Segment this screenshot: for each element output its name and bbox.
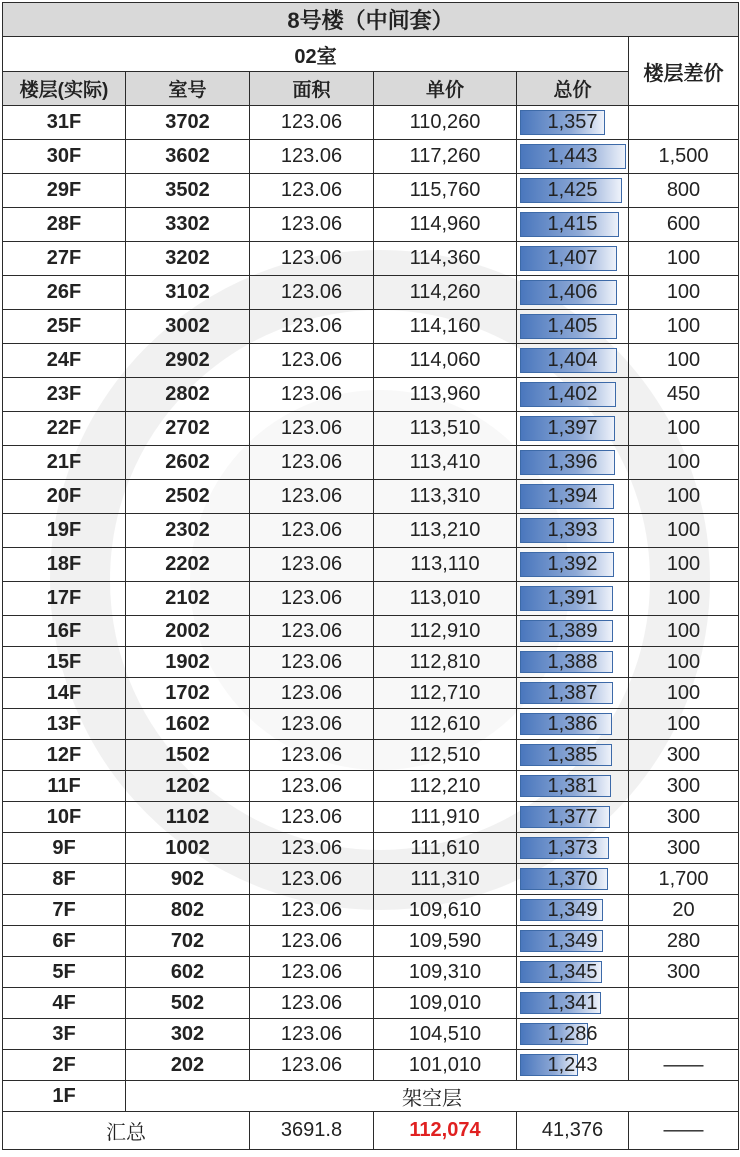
unit-cell: 1702 (126, 678, 250, 709)
floor-diff-cell: 1,500 (629, 140, 739, 174)
floor-cell: 16F (3, 616, 126, 647)
total-price-value: 1,387 (547, 681, 598, 704)
floor-diff-cell: 100 (629, 514, 739, 548)
area-cell: 123.06 (250, 926, 374, 957)
total-price-value: 1,397 (547, 417, 598, 439)
pilotis-note: 架空层 (126, 1081, 739, 1112)
unit-price-cell: 111,310 (374, 864, 517, 895)
table-row (3, 242, 739, 276)
unit-price-cell: 111,610 (374, 833, 517, 864)
total-price-value: 1,357 (547, 111, 598, 133)
unit-price-cell: 115,760 (374, 174, 517, 208)
table-row (3, 582, 739, 616)
table-row (3, 1081, 739, 1112)
total-price-cell (517, 106, 629, 140)
total-price-cell (517, 344, 629, 378)
floor-cell: 13F (3, 709, 126, 740)
floor-diff-cell: 3,500 (629, 1019, 739, 1050)
floor-cell: 11F (3, 771, 126, 802)
floor-cell: 3F (3, 1019, 126, 1050)
floor-cell: 29F (3, 174, 126, 208)
unit-cell: 3202 (126, 242, 250, 276)
unit-cell: 3002 (126, 310, 250, 344)
unit-cell: 2502 (126, 480, 250, 514)
total-price-value: 1,406 (547, 281, 598, 303)
table-row (3, 864, 739, 895)
unit-cell: 3102 (126, 276, 250, 310)
floor-diff-cell: 100 (629, 548, 739, 582)
area-cell: 123.06 (250, 709, 374, 740)
floor-cell: 25F (3, 310, 126, 344)
floor-cell: 14F (3, 678, 126, 709)
total-price-value: 1,402 (547, 383, 598, 405)
total-price-value: 1,286 (547, 1022, 598, 1045)
unit-price-cell: 101,010 (374, 1050, 517, 1081)
table-row (3, 740, 739, 771)
floor-diff-cell: 1,700 (629, 864, 739, 895)
total-price-cell (517, 833, 629, 864)
total-price-cell (517, 678, 629, 709)
floor-diff-header: 楼层差价 (629, 37, 739, 106)
floor-cell: 30F (3, 140, 126, 174)
table-row (3, 378, 739, 412)
area-cell: 123.06 (250, 378, 374, 412)
area-cell: 123.06 (250, 106, 374, 140)
area-cell: 123.06 (250, 582, 374, 616)
floor-diff-cell: 300 (629, 740, 739, 771)
unit-cell: 3702 (126, 106, 250, 140)
floor-diff-cell: -7,000 (629, 106, 739, 140)
total-price-value: 1,345 (547, 960, 598, 983)
floor-cell: 20F (3, 480, 126, 514)
total-price-cell (517, 378, 629, 412)
floor-diff-cell: 100 (629, 276, 739, 310)
summary-total: 41,376 (517, 1112, 629, 1150)
floor-diff-cell: 800 (629, 174, 739, 208)
total-price-cell (517, 140, 629, 174)
total-price-cell (517, 480, 629, 514)
unit-cell: 2902 (126, 344, 250, 378)
table-row (3, 344, 739, 378)
unit-cell: 802 (126, 895, 250, 926)
table-row (3, 988, 739, 1019)
floor-cell: 27F (3, 242, 126, 276)
unit-cell: 2702 (126, 412, 250, 446)
floor-diff-cell: 600 (629, 208, 739, 242)
col-header-area: 面积 (250, 72, 374, 106)
summary-label: 汇总 (3, 1112, 250, 1150)
area-cell: 123.06 (250, 344, 374, 378)
total-price-cell (517, 709, 629, 740)
area-cell: 123.06 (250, 310, 374, 344)
unit-cell: 902 (126, 864, 250, 895)
area-cell: 123.06 (250, 480, 374, 514)
unit-price-cell: 112,510 (374, 740, 517, 771)
unit-price-cell: 113,960 (374, 378, 517, 412)
unit-price-cell: 110,260 (374, 106, 517, 140)
total-price-cell (517, 276, 629, 310)
total-price-cell (517, 740, 629, 771)
area-cell: 123.06 (250, 802, 374, 833)
table-row (3, 678, 739, 709)
floor-cell: 1F (3, 1081, 126, 1112)
total-price-cell (517, 514, 629, 548)
area-cell: 123.06 (250, 242, 374, 276)
unit-cell: 2602 (126, 446, 250, 480)
table-row (3, 833, 739, 864)
room-label: 02室 (3, 37, 629, 72)
col-header-total: 总价 (517, 72, 629, 106)
price-table (2, 2, 739, 1150)
table-row (3, 1050, 739, 1081)
total-price-cell (517, 174, 629, 208)
floor-diff-cell: 280 (629, 926, 739, 957)
unit-price-cell: 112,610 (374, 709, 517, 740)
area-cell: 123.06 (250, 140, 374, 174)
floor-diff-cell: 300 (629, 833, 739, 864)
unit-price-cell: 114,160 (374, 310, 517, 344)
total-price-value: 1,243 (547, 1053, 598, 1076)
table-row (3, 412, 739, 446)
total-price-cell (517, 771, 629, 802)
unit-price-cell: 117,260 (374, 140, 517, 174)
unit-cell: 502 (126, 988, 250, 1019)
floor-diff-cell: 100 (629, 616, 739, 647)
area-cell: 123.06 (250, 276, 374, 310)
area-cell: 123.06 (250, 833, 374, 864)
summary-diff: —— (629, 1112, 739, 1150)
area-cell: 123.06 (250, 895, 374, 926)
floor-cell: 24F (3, 344, 126, 378)
unit-price-cell: 109,310 (374, 957, 517, 988)
unit-cell: 2302 (126, 514, 250, 548)
total-price-value: 1,391 (547, 587, 598, 609)
total-price-cell (517, 616, 629, 647)
table-row (3, 106, 739, 140)
floor-diff-cell: 300 (629, 802, 739, 833)
table-row (3, 616, 739, 647)
unit-cell: 1502 (126, 740, 250, 771)
table-row (3, 802, 739, 833)
unit-price-cell: 109,610 (374, 895, 517, 926)
table-row (3, 647, 739, 678)
floor-diff-cell: 450 (629, 378, 739, 412)
total-price-cell (517, 208, 629, 242)
floor-cell: 2F (3, 1050, 126, 1081)
floor-diff-cell: 100 (629, 310, 739, 344)
floor-cell: 22F (3, 412, 126, 446)
floor-diff-cell: 100 (629, 678, 739, 709)
total-price-value: 1,388 (547, 650, 598, 673)
total-price-cell (517, 582, 629, 616)
unit-price-cell: 112,210 (374, 771, 517, 802)
floor-cell: 21F (3, 446, 126, 480)
summary-row (3, 1112, 739, 1150)
total-price-value: 1,396 (547, 451, 598, 473)
unit-cell: 2802 (126, 378, 250, 412)
total-price-cell (517, 310, 629, 344)
total-price-cell (517, 647, 629, 678)
table-row (3, 276, 739, 310)
total-price-cell (517, 446, 629, 480)
total-price-cell (517, 1050, 629, 1081)
table-row (3, 310, 739, 344)
total-price-cell (517, 802, 629, 833)
unit-cell: 2102 (126, 582, 250, 616)
summary-avg-price: 112,074 (374, 1112, 517, 1150)
floor-cell: 19F (3, 514, 126, 548)
floor-diff-cell: 100 (629, 242, 739, 276)
floor-cell: 28F (3, 208, 126, 242)
floor-diff-cell: 300 (629, 957, 739, 988)
total-price-value: 1,385 (547, 743, 598, 766)
floor-diff-cell: 20 (629, 895, 739, 926)
area-cell: 123.06 (250, 678, 374, 709)
floor-diff-cell: 100 (629, 412, 739, 446)
area-cell: 123.06 (250, 412, 374, 446)
unit-price-cell: 114,360 (374, 242, 517, 276)
total-price-value: 1,341 (547, 991, 598, 1014)
total-price-value: 1,386 (547, 712, 598, 735)
table-row (3, 771, 739, 802)
unit-price-cell: 113,510 (374, 412, 517, 446)
unit-cell: 202 (126, 1050, 250, 1081)
floor-cell: 6F (3, 926, 126, 957)
floor-cell: 12F (3, 740, 126, 771)
col-header-floor: 楼层(实际) (3, 72, 126, 106)
table-row (3, 480, 739, 514)
total-price-value: 1,349 (547, 898, 598, 921)
table-row (3, 895, 739, 926)
unit-cell: 3602 (126, 140, 250, 174)
table-row (3, 926, 739, 957)
area-cell: 123.06 (250, 864, 374, 895)
area-cell: 123.06 (250, 988, 374, 1019)
floor-cell: 10F (3, 802, 126, 833)
area-cell: 123.06 (250, 740, 374, 771)
unit-price-cell: 109,590 (374, 926, 517, 957)
unit-cell: 302 (126, 1019, 250, 1050)
unit-price-cell: 104,510 (374, 1019, 517, 1050)
summary-area: 3691.8 (250, 1112, 374, 1150)
total-price-cell (517, 412, 629, 446)
area-cell: 123.06 (250, 771, 374, 802)
floor-diff-cell: —— (629, 1050, 739, 1081)
floor-cell: 23F (3, 378, 126, 412)
unit-price-cell: 113,210 (374, 514, 517, 548)
area-cell: 123.06 (250, 446, 374, 480)
floor-diff-cell: 100 (629, 582, 739, 616)
area-cell: 123.06 (250, 514, 374, 548)
total-price-cell (517, 895, 629, 926)
table-row (3, 548, 739, 582)
unit-price-cell: 114,960 (374, 208, 517, 242)
total-price-value: 1,349 (547, 929, 598, 952)
floor-cell: 9F (3, 833, 126, 864)
table-row (3, 174, 739, 208)
unit-cell: 1602 (126, 709, 250, 740)
floor-cell: 17F (3, 582, 126, 616)
unit-cell: 3502 (126, 174, 250, 208)
floor-diff-cell: 100 (629, 446, 739, 480)
floor-diff-cell: 100 (629, 647, 739, 678)
floor-diff-cell: 4,500 (629, 988, 739, 1019)
unit-price-cell: 113,310 (374, 480, 517, 514)
area-cell: 123.06 (250, 174, 374, 208)
floor-cell: 7F (3, 895, 126, 926)
table-row (3, 957, 739, 988)
unit-cell: 2002 (126, 616, 250, 647)
unit-cell: 1102 (126, 802, 250, 833)
unit-price-cell: 112,810 (374, 647, 517, 678)
col-header-price: 单价 (374, 72, 517, 106)
total-price-value: 1,381 (547, 774, 598, 797)
total-price-value: 1,405 (547, 315, 598, 337)
floor-cell: 5F (3, 957, 126, 988)
total-price-cell (517, 957, 629, 988)
unit-price-cell: 113,110 (374, 548, 517, 582)
floor-diff-cell: 100 (629, 344, 739, 378)
unit-price-cell: 114,060 (374, 344, 517, 378)
total-price-cell (517, 548, 629, 582)
floor-diff-cell: 100 (629, 709, 739, 740)
floor-cell: 26F (3, 276, 126, 310)
unit-cell: 1002 (126, 833, 250, 864)
table-row (3, 709, 739, 740)
floor-diff-cell: 100 (629, 480, 739, 514)
total-price-value: 1,389 (547, 619, 598, 642)
total-price-cell (517, 926, 629, 957)
col-header-unit: 室号 (126, 72, 250, 106)
total-price-value: 1,370 (547, 867, 598, 890)
table-row (3, 514, 739, 548)
table-title: 8号楼（中间套） (3, 3, 739, 37)
unit-cell: 2202 (126, 548, 250, 582)
total-price-value: 1,404 (547, 349, 598, 371)
total-price-value: 1,415 (547, 213, 598, 235)
unit-price-cell: 112,910 (374, 616, 517, 647)
floor-cell: 4F (3, 988, 126, 1019)
table-row (3, 1019, 739, 1050)
floor-cell: 31F (3, 106, 126, 140)
total-price-value: 1,393 (547, 519, 598, 541)
unit-price-cell: 111,910 (374, 802, 517, 833)
unit-cell: 602 (126, 957, 250, 988)
unit-price-cell: 109,010 (374, 988, 517, 1019)
area-cell: 123.06 (250, 1050, 374, 1081)
unit-price-cell: 114,260 (374, 276, 517, 310)
table-row (3, 446, 739, 480)
area-cell: 123.06 (250, 1019, 374, 1050)
total-price-value: 1,425 (547, 179, 598, 201)
area-cell: 123.06 (250, 548, 374, 582)
unit-cell: 3302 (126, 208, 250, 242)
unit-price-cell: 113,410 (374, 446, 517, 480)
total-price-cell (517, 864, 629, 895)
total-price-value: 1,392 (547, 553, 598, 575)
total-price-cell (517, 988, 629, 1019)
unit-price-cell: 113,010 (374, 582, 517, 616)
floor-cell: 15F (3, 647, 126, 678)
total-price-value: 1,373 (547, 836, 598, 859)
area-cell: 123.06 (250, 616, 374, 647)
unit-price-cell: 112,710 (374, 678, 517, 709)
total-price-value: 1,443 (547, 145, 598, 167)
total-price-value: 1,377 (547, 805, 598, 828)
area-cell: 123.06 (250, 647, 374, 678)
unit-cell: 1902 (126, 647, 250, 678)
table-row (3, 208, 739, 242)
table-row (3, 140, 739, 174)
area-cell: 123.06 (250, 957, 374, 988)
unit-cell: 1202 (126, 771, 250, 802)
total-price-value: 1,394 (547, 485, 598, 507)
floor-cell: 18F (3, 548, 126, 582)
total-price-cell (517, 242, 629, 276)
floor-cell: 8F (3, 864, 126, 895)
area-cell: 123.06 (250, 208, 374, 242)
unit-cell: 702 (126, 926, 250, 957)
floor-diff-cell: 300 (629, 771, 739, 802)
total-price-value: 1,407 (547, 247, 598, 269)
total-price-cell (517, 1019, 629, 1050)
